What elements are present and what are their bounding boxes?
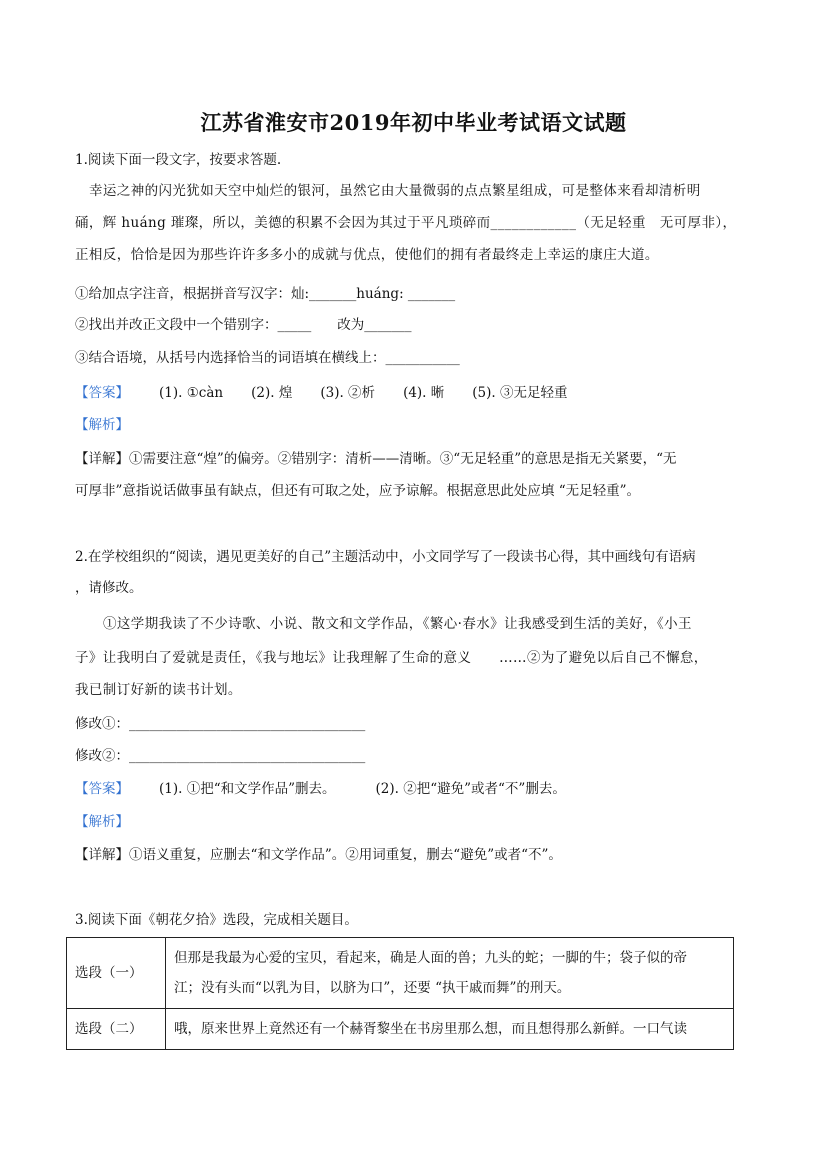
q2-fix-1: 修改①：___________________________________ [75, 716, 366, 732]
excerpt-label: 选段（一） [67, 938, 166, 1009]
q1-detail-line-1: 【详解】①需要注意“煌”的偏旁。②错别字：清析——清晰。③“无足轻重”的意思是指无关紧要，“无 [75, 451, 677, 467]
q2-passage-line-3: 我已制订好新的读书计划。 [75, 682, 242, 698]
analysis-tag: 【解析】 [75, 814, 129, 830]
q2-answer-row [75, 779, 566, 799]
q1-sub-1: ①给加点字注音，根据拼音写汉字：灿:_______huáng: _______ [75, 286, 456, 302]
q2-stem-line-1: 2.在学校组织的“阅读，遇见更美好的自己”主题活动中，小文同学写了一段读书心得，其中画线句有语病 [75, 549, 696, 565]
excerpt-table [66, 937, 734, 1050]
q2-detail: 【详解】①语义重复，应删去“和文学作品”。②用词重复，删去“避免”或者“不”。 [75, 847, 562, 863]
excerpt-line: 哦，原来世界上竟然还有一个赫胥黎坐在书房里那么想，而且想得那么新鲜。一口气读 [174, 1021, 687, 1037]
q1-sub-2-find: ②找出并改正文段中一个错别字：_____ [75, 317, 312, 333]
q1-answer-3: (3). ②析 [320, 385, 376, 401]
q1-answer-1: (1). ①càn [159, 385, 224, 401]
q1-answer-5: (5). ③无足轻重 [472, 385, 568, 401]
q1-answer-2: (2). 煌 [251, 385, 293, 401]
q1-answer-4: (4). 晰 [403, 385, 445, 401]
q2-passage-line-1: ①这学期我读了不少诗歌、小说、散文和文学作品，《繁心·春水》让我感受到生活的美好，《小王 [103, 616, 692, 632]
excerpt-text [166, 1009, 734, 1050]
excerpt-label: 选段（二） [67, 1009, 166, 1050]
q1-passage-line-1: 幸运之神的闪光犹如天空中灿烂的银河，虽然它由大量微弱的点点繁星组成，可是整体来看却清析明 [89, 183, 701, 199]
q1-sub-2 [75, 315, 412, 335]
table-row [67, 938, 734, 1009]
page-title: 江苏省淮安市2019年初中毕业考试语文试题 [200, 110, 627, 135]
q2-fix-2: 修改②：___________________________________ [75, 748, 366, 764]
q1-sub-3: ③结合语境，从括号内选择恰当的词语填在横线上：___________ [75, 350, 460, 366]
q2-stem-line-2: ，请修改。 [75, 580, 143, 596]
answer-tag: 【答案】 [75, 385, 129, 401]
q1-sub-2-fix: 改为_______ [337, 317, 412, 333]
answer-tag: 【答案】 [75, 781, 129, 797]
excerpt-text [166, 938, 734, 1009]
table-row [67, 1009, 734, 1050]
excerpt-line: 江；没有头而“以乳为目，以脐为口”，还要 “执干戚而舞”的刑天。 [174, 980, 571, 996]
q2-answer-2: (2). ②把“避免”或者“不”删去。 [375, 781, 566, 797]
q1-answer-row [75, 383, 568, 403]
q1-passage-line-3: 正相反，恰恰是因为那些许许多多小的成就与优点，使他们的拥有者最终走上幸运的康庄大道。 [75, 247, 659, 263]
q2-passage-line-2: 子》让我明白了爱就是责任，《我与地坛》让我理解了生命的意义 ……②为了避免以后自己不懈怠， [75, 650, 708, 666]
q1-detail-line-2: 可厚非”意指说话做事虽有缺点，但还有可取之处，应予谅解。根据意思此处应填 “无足轻重”。 [75, 483, 640, 499]
q2-answer-1: (1). ①把“和文学作品”删去。 [159, 781, 336, 797]
q1-passage-line-2: 硧，辉 huáng 璀璨，所以，美德的积累不会因为其过于平凡琐碎而____________（无足轻重 无可厚非）， [75, 215, 737, 231]
q3-stem: 3.阅读下面《朝花夕拾》选段，完成相关题目。 [75, 912, 358, 928]
excerpt-line: 但那是我最为心爱的宝贝，看起来，确是人面的兽；九头的蛇；一脚的牛；袋子似的帝 [174, 950, 687, 966]
q1-stem: 1.阅读下面一段文字，按要求答题. [75, 152, 282, 168]
analysis-tag: 【解析】 [75, 417, 129, 433]
